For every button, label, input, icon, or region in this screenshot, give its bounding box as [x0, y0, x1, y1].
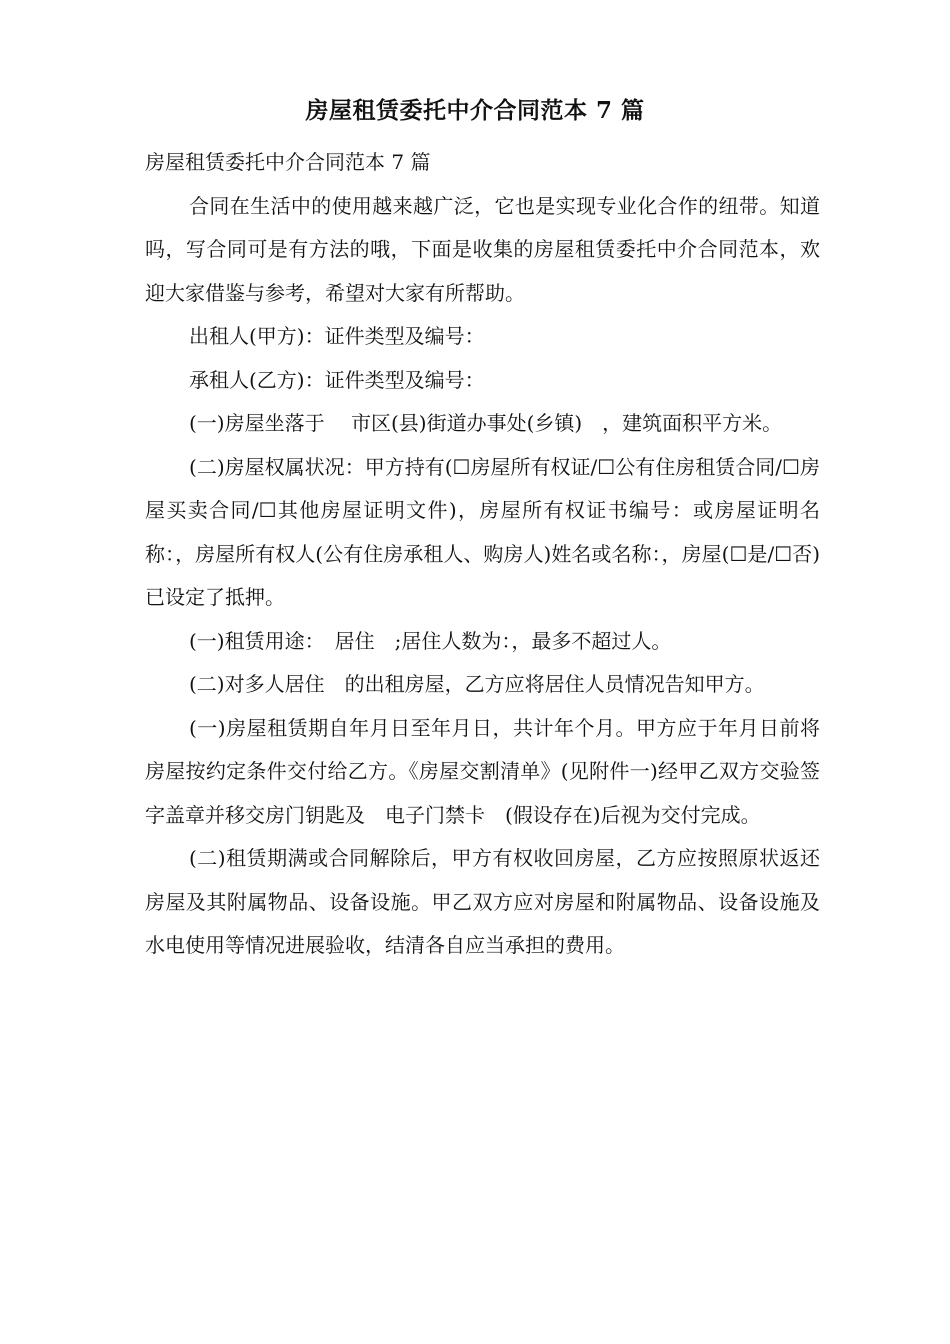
- lease-end-paragraph: (二)租赁期满或合同解除后，甲方有权收回房屋，乙方应按照原状返还房屋及其附属物品、设备设施。甲乙双方应对房屋和附属物品、设备设施及水电使用等情况进展验收，结清各自应当承担的费用。: [145, 846, 820, 957]
- document-body: [145, 141, 820, 968]
- intro-paragraph: 合同在生活中的使用越来越广泛，它也是实现专业化合作的纽带。知道吗，写合同可是有方法的哦，下面是收集的房屋租赁委托中介合同范本，欢迎大家借鉴与参考，希望对大家有所帮助。: [145, 193, 820, 305]
- lessor-line: 出租人(甲方)：证件类型及编号：: [189, 324, 485, 348]
- lease-purpose-paragraph: (一)租赁用途： 居住 ;居住人数为：，最多不超过人。: [189, 628, 672, 653]
- multi-occupant-paragraph: (二)对多人居住 的出租房屋，乙方应将居住人员情况告知甲方。: [189, 672, 765, 696]
- lessee-line: 承租人(乙方)：证件类型及编号：: [189, 367, 485, 392]
- property-ownership-paragraph: (二)房屋权属状况：甲方持有(☐房屋所有权证/☐公有住房租赁合同/☐房屋买卖合同/☐其他房屋证明文件)，房屋所有权证书编号：或房屋证明名称：，房屋所有权人(公有住房承租人、购房人)姓名或名称：，房屋(☐是/☐否)已设定了抵押。: [145, 454, 820, 609]
- lease-term-paragraph: (一)房屋租赁期自年月日至年月日，共计年个月。甲方应于年月日前将房屋按约定条件交付给乙方。《房屋交割清单》(见附件一)经甲乙双方交验签字盖章并移交房门钥匙及 电子门禁卡 (假设存在)后视为交付完成。: [145, 715, 820, 827]
- document-subtitle: 房屋租赁委托中介合同范本 7 篇: [145, 150, 431, 174]
- document-title: 房屋租赁委托中介合同范本 7 篇: [305, 97, 645, 124]
- property-location-paragraph: (一)房屋坐落于 市区(县)街道办事处(乡镇) ，建筑面积平方米。: [189, 411, 783, 435]
